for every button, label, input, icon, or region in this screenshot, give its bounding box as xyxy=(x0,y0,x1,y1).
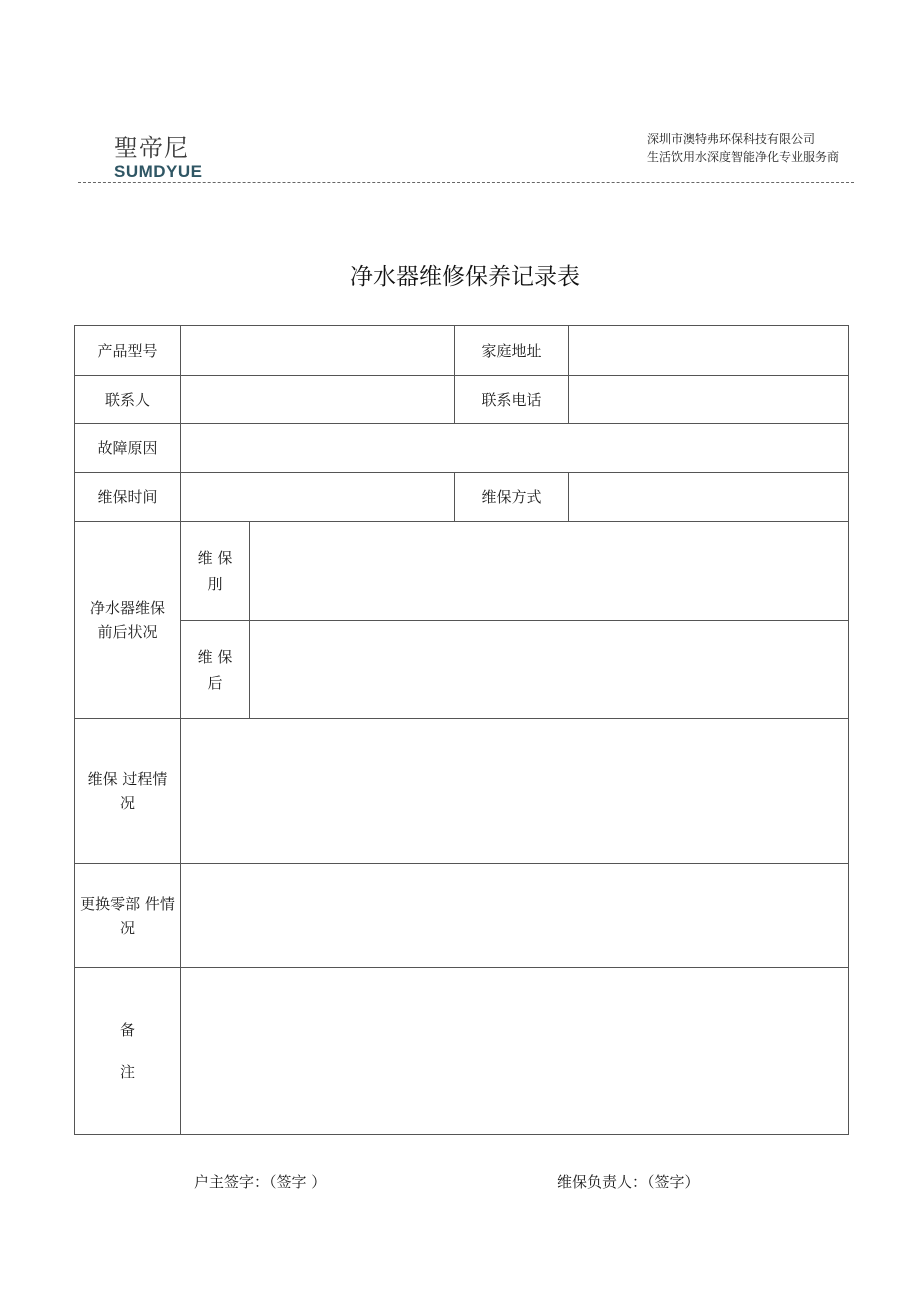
company-name: 深圳市澳特弗环保科技有限公司 xyxy=(647,132,816,146)
row-parts xyxy=(75,864,849,968)
phone-field[interactable] xyxy=(569,376,849,424)
product-model-label: 产品型号 xyxy=(75,326,181,376)
contact-label: 联系人 xyxy=(75,376,181,424)
before-maintenance-field[interactable] xyxy=(250,522,849,621)
brand-name-cn: 聖帝尼 xyxy=(114,134,189,162)
row-contact xyxy=(75,376,849,424)
home-address-label: 家庭地址 xyxy=(455,326,569,376)
maintenance-time-field[interactable] xyxy=(181,473,455,522)
contact-field[interactable] xyxy=(181,376,455,424)
maintenance-method-label: 维保方式 xyxy=(455,473,569,522)
notes-field[interactable] xyxy=(181,968,849,1135)
technician-signature-label: 维保负责人：（签字） xyxy=(557,1173,700,1191)
header-divider xyxy=(78,182,854,183)
after-maintenance-label: 维 保 后 xyxy=(181,621,250,719)
company-info xyxy=(647,130,839,166)
notes-label: 备 注 xyxy=(75,968,181,1135)
row-notes xyxy=(75,968,849,1135)
fault-reason-label: 故障原因 xyxy=(75,424,181,473)
brand-name-en: SUMDYUE xyxy=(114,162,203,181)
maintenance-time-label: 维保时间 xyxy=(75,473,181,522)
parts-field[interactable] xyxy=(181,864,849,968)
row-process xyxy=(75,719,849,864)
fault-reason-field[interactable] xyxy=(181,424,849,473)
phone-label: 联系电话 xyxy=(455,376,569,424)
owner-signature-label: 户主签字：（签字 ） xyxy=(194,1173,327,1191)
row-maintenance-time xyxy=(75,473,849,522)
before-maintenance-label: 维 保 刖 xyxy=(181,522,250,621)
after-maintenance-field[interactable] xyxy=(250,621,849,719)
parts-label: 更换零部 件情况 xyxy=(75,864,181,968)
product-model-field[interactable] xyxy=(181,326,455,376)
home-address-field[interactable] xyxy=(569,326,849,376)
company-tagline: 生活饮用水深度智能净化专业服务商 xyxy=(647,150,840,164)
process-label: 维保 过程情况 xyxy=(75,719,181,864)
row-before-maintenance xyxy=(75,522,849,621)
condition-label: 净水器维保前后状况 xyxy=(75,522,181,719)
row-fault-reason xyxy=(75,424,849,473)
maintenance-record-form xyxy=(74,325,849,1135)
maintenance-method-field[interactable] xyxy=(569,473,849,522)
process-field[interactable] xyxy=(181,719,849,864)
row-after-maintenance xyxy=(75,621,849,719)
row-product-model xyxy=(75,326,849,376)
document-title: 净水器维修保养记录表 xyxy=(350,264,580,290)
